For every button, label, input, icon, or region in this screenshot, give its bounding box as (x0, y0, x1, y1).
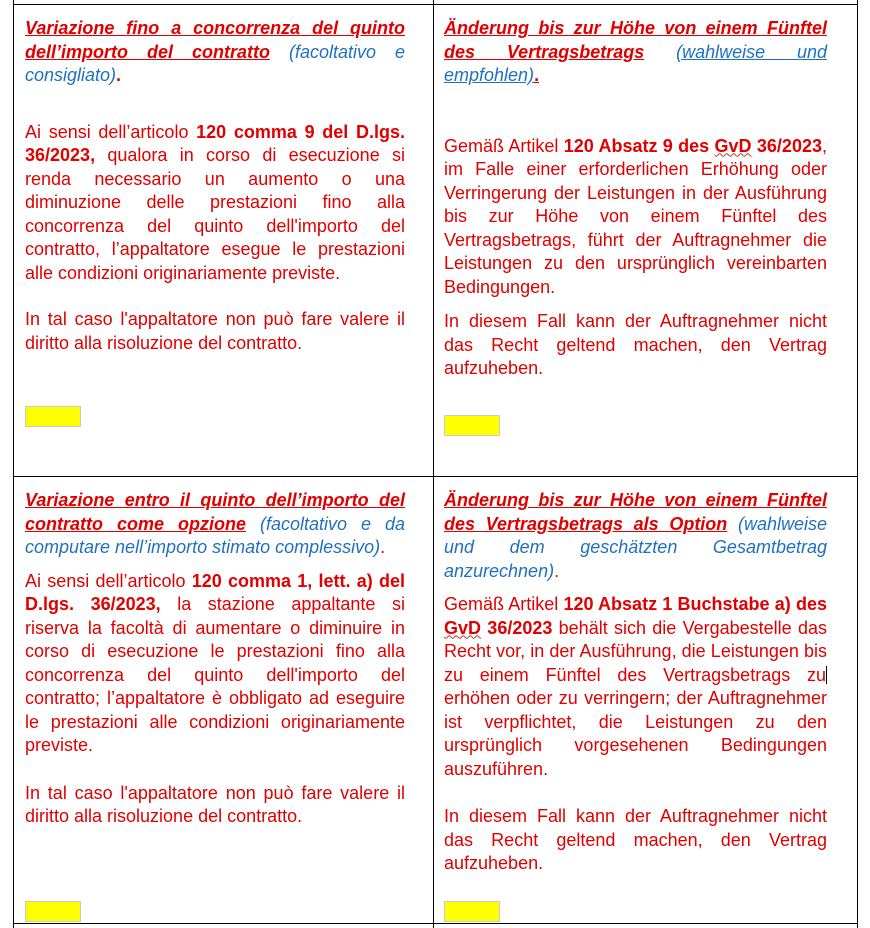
text-run: Ai sensi dell’articolo (25, 121, 197, 142)
text-run: la stazione appaltante si riserva la facoltà di aumentare o diminuire in corso di esecuzione le prestazioni fino alla concorrenza del quinto dell'importo del contratto; l’appaltatore è obbligato ad eseguire le prestazioni alle condizioni originariamente previste. (25, 594, 405, 755)
clause-note: (facoltativo e da computare nell’importo stimato complessivo) (25, 513, 405, 557)
cell-row1-italian (25, 17, 405, 355)
yellow-highlight-mark (25, 406, 81, 427)
text-run: Gemäß Artikel (444, 135, 564, 156)
clause-paragraph (25, 121, 405, 286)
clause-title: Änderung bis zur Höhe von einem Fünftel des Vertragsbetrags (444, 18, 827, 62)
clause-note: (wahlweise und dem geschätzten Gesamtbetrag anzurechnen) (444, 513, 827, 581)
legal-reference-abbrev: GvD (714, 135, 752, 156)
table-row-divider (13, 476, 858, 477)
heading-period: . (116, 65, 122, 85)
clause-paragraph-2: In diesem Fall kann der Auftragnehmer nicht das Recht geltend machen, den Vertrag aufzuheben. (444, 311, 827, 378)
cell-row1-german (444, 17, 827, 381)
table-border-middle (433, 0, 434, 928)
text-run: Gemäß Artikel (444, 594, 564, 614)
table-border-right (857, 0, 858, 928)
clause-title: Änderung bis zur Höhe von einem Fünftel des Vertragsbetrags als Option (444, 490, 827, 534)
cell-row2-german (444, 489, 827, 876)
clause-paragraph-2: In diesem Fall kann der Auftragnehmer nicht das Recht geltend machen, den Vertrag aufzuheben. (444, 806, 827, 873)
legal-reference: 120 Absatz 9 des (563, 135, 715, 156)
cell-heading (444, 17, 827, 88)
text-cursor (826, 666, 827, 684)
heading-period: . (534, 65, 540, 85)
text-run: erhöhen oder zu verringern; der Auftragnehmer ist verpflichtet, die Leistungen zu den ursprünglich vorgesehenen Bedingungen auszuführen. (444, 688, 827, 779)
text-run: behält sich die Vergabestelle das Recht vor, in der Ausführung, die Leistungen bis zu einem Fünftel des Vertragsbetrags zu (444, 617, 827, 685)
legal-reference: 120 comma 1, lett. a) del D.lgs. 36/2023, (25, 570, 405, 614)
heading-period: . (380, 537, 386, 557)
text-run: qualora in corso di esecuzione si renda necessario un aumento o una diminuzione delle prestazioni fino alla concorrenza del quinto dell'importo del contratto, l’appaltatore esegue le prestazioni alle condizioni originariamente previste. (25, 145, 405, 283)
text-run: Ai sensi dell’articolo (25, 570, 192, 591)
yellow-highlight-mark (444, 901, 500, 922)
yellow-highlight-mark (444, 415, 500, 436)
clause-paragraph (444, 135, 827, 300)
legal-reference: 120 Absatz 1 Buchstabe a) des (563, 594, 827, 614)
legal-reference: 120 comma 9 del D.lgs. 36/2023, (25, 121, 406, 165)
table-border-top (13, 4, 858, 5)
clause-paragraph (444, 593, 827, 781)
clause-note: (facoltativo e consigliato) (25, 41, 405, 85)
clause-paragraph-2: In tal caso l'appaltatore non può fare valere il diritto alla risoluzione del contratto. (25, 309, 405, 353)
legal-reference: 36/2023 (751, 135, 822, 156)
cell-row2-italian (25, 489, 405, 829)
clause-paragraph (25, 570, 405, 758)
cell-heading (25, 489, 405, 560)
clause-note: (wahlweise und empfohlen) (444, 41, 827, 85)
text-run: , im Falle einer erforderlichen Erhöhung oder Verringerung der Leistungen in der Ausführung bis zur Höhe von einem Fünftel des Vertragsbetrags, führt der Auftragnehmer die Leistungen zu den ursprünglich vereinbarten Bedingungen. (444, 135, 827, 297)
clause-title: Variazione fino a concorrenza del quinto dell’importo del contratto (25, 18, 405, 62)
cell-heading (444, 489, 827, 583)
table-border-left (13, 0, 14, 928)
cell-heading (25, 17, 405, 88)
heading-period: . (554, 560, 560, 581)
clause-paragraph-2: In tal caso l'appaltatore non può fare valere il diritto alla risoluzione del contratto. (25, 782, 405, 826)
table-border-bottom (13, 923, 858, 924)
legal-reference-abbrev: GvD (444, 617, 482, 638)
yellow-highlight-mark (25, 901, 81, 922)
clause-title: Variazione entro il quinto dell’importo del contratto come opzione (25, 490, 405, 534)
legal-reference: 36/2023 (481, 617, 553, 638)
